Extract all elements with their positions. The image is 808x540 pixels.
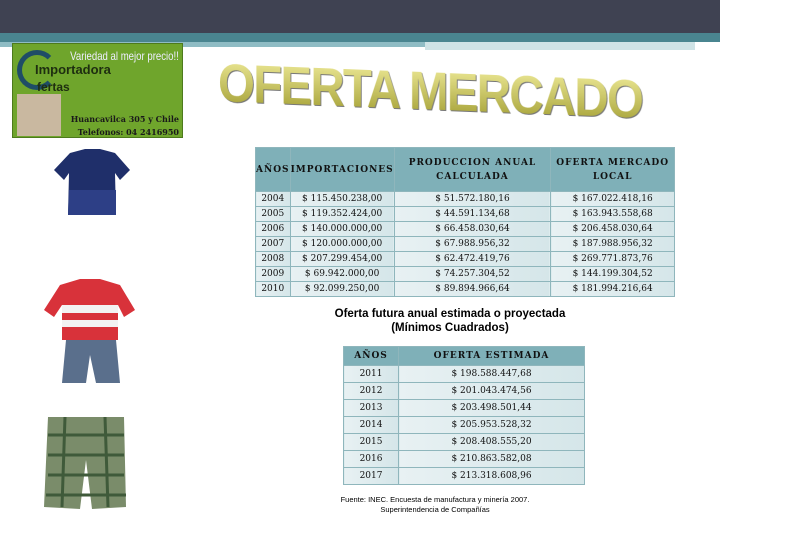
table-cell: $ 74.257.304,52 — [394, 267, 551, 282]
table-cell: $ 269.771.873,76 — [551, 252, 675, 267]
clothing-images — [40, 145, 140, 515]
blue-shirt-image — [54, 149, 130, 215]
table-cell: $ 44.591.134,68 — [394, 207, 551, 222]
projection-subtitle — [300, 307, 600, 335]
table-cell: $ 89.894.966,64 — [394, 282, 551, 297]
table-cell: 2011 — [344, 366, 399, 383]
table-cell: $ 120.000.000,00 — [290, 237, 394, 252]
table-cell: 2015 — [344, 434, 399, 451]
table-cell: 2009 — [256, 267, 291, 282]
plaid-shorts-image — [44, 417, 126, 509]
table-row — [344, 468, 585, 485]
column-header: OFERTA MERCADO LOCAL — [551, 148, 675, 192]
table-row — [256, 207, 675, 222]
footnote-line: Superintendencia de Compañías — [380, 505, 490, 514]
column-header: PRODUCCION ANUAL CALCULADA — [394, 148, 551, 192]
header-band — [0, 33, 720, 42]
table-cell: $ 167.022.418,16 — [551, 192, 675, 207]
table-cell: 2016 — [344, 451, 399, 468]
table-row — [344, 366, 585, 383]
footnote-line: Fuente: INEC. Encuesta de manufactura y minería 2007. — [340, 495, 530, 504]
table-cell: $ 203.498.501,44 — [399, 400, 585, 417]
table-cell: $ 119.352.424,00 — [290, 207, 394, 222]
table-row — [256, 282, 675, 297]
subtitle-line: (Mínimos Cuadrados) — [391, 322, 509, 334]
table-cell: 2014 — [344, 417, 399, 434]
table-cell: 2008 — [256, 252, 291, 267]
supply-table — [255, 147, 675, 297]
table-row — [344, 434, 585, 451]
logo-name-2: fertas — [37, 80, 70, 94]
subtitle-line: Oferta futura anual estimada o proyectada — [334, 308, 566, 320]
table-cell: 2013 — [344, 400, 399, 417]
table-cell: $ 163.943.558,68 — [551, 207, 675, 222]
table-cell: $ 92.099.250,00 — [290, 282, 394, 297]
column-header: OFERTA ESTIMADA — [399, 347, 585, 366]
table-cell: $ 198.588.447,68 — [399, 366, 585, 383]
table-row — [256, 222, 675, 237]
company-logo — [12, 43, 183, 138]
table-cell: $ 206.458.030,64 — [551, 222, 675, 237]
table-row — [256, 237, 675, 252]
table-row — [256, 192, 675, 207]
page-title: OFERTA MERCADO LOCAL — [218, 53, 808, 137]
table-cell: $ 51.572.180,16 — [394, 192, 551, 207]
logo-slogan: Variedad al mejor precio!! — [70, 49, 179, 63]
table-cell: $ 201.043.474,56 — [399, 383, 585, 400]
top-bar — [0, 0, 720, 33]
table-cell: $ 205.953.528,32 — [399, 417, 585, 434]
baby-photo — [17, 94, 61, 136]
header-band-pale — [425, 42, 695, 50]
table-cell: $ 207.299.454,00 — [290, 252, 394, 267]
table-cell: $ 208.408.555,20 — [399, 434, 585, 451]
table-cell: $ 187.988.956,32 — [551, 237, 675, 252]
table-header-row — [344, 347, 585, 366]
table-cell: $ 115.450.238,00 — [290, 192, 394, 207]
table-cell: $ 62.472.419,76 — [394, 252, 551, 267]
table-row — [256, 267, 675, 282]
table-cell: $ 144.199.304,52 — [551, 267, 675, 282]
table-cell: $ 181.994.216,64 — [551, 282, 675, 297]
table-header-row — [256, 148, 675, 192]
table-cell: 2006 — [256, 222, 291, 237]
table-cell: 2005 — [256, 207, 291, 222]
source-footnote — [310, 495, 560, 515]
table-cell: 2017 — [344, 468, 399, 485]
table-row — [256, 252, 675, 267]
table-cell: $ 213.318.608,96 — [399, 468, 585, 485]
column-header: AÑOS — [256, 148, 291, 192]
table-cell: 2012 — [344, 383, 399, 400]
red-shirt-jeans-image — [44, 279, 135, 383]
table-cell: $ 67.988.956,32 — [394, 237, 551, 252]
table-cell: $ 210.863.582,08 — [399, 451, 585, 468]
logo-phone: Telefonos: 04 2416950 — [77, 127, 179, 137]
table-cell: $ 140.000.000,00 — [290, 222, 394, 237]
logo-address: Huancavilca 305 y Chile — [70, 114, 179, 124]
table-row — [344, 383, 585, 400]
table-cell: $ 66.458.030,64 — [394, 222, 551, 237]
table-cell: 2004 — [256, 192, 291, 207]
table-row — [344, 400, 585, 417]
column-header: IMPORTACIONES — [290, 148, 394, 192]
table-cell: 2007 — [256, 237, 291, 252]
column-header: AÑOS — [344, 347, 399, 366]
table-cell: 2010 — [256, 282, 291, 297]
logo-name: Importadora — [35, 62, 111, 77]
table-cell: $ 69.942.000,00 — [290, 267, 394, 282]
table-row — [344, 451, 585, 468]
table-row — [344, 417, 585, 434]
projection-table — [343, 346, 585, 485]
